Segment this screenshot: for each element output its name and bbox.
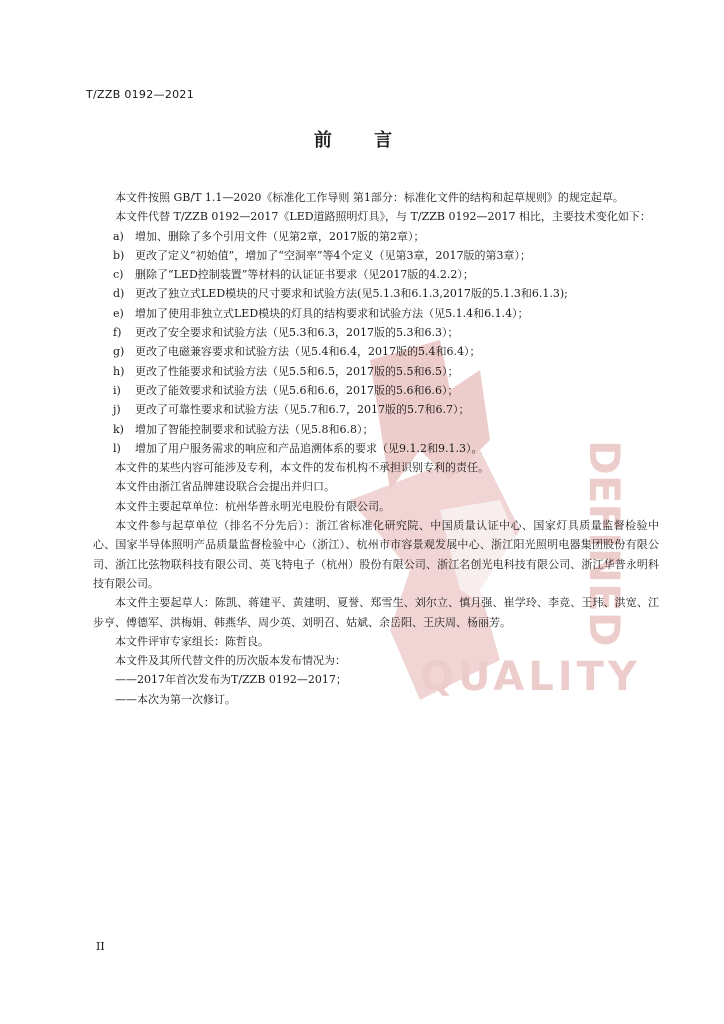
page-number: II	[96, 940, 105, 953]
list-marker: b)	[113, 248, 125, 262]
history-item: ——本次为第一次修订。	[115, 692, 236, 706]
watermark-text-quality: QUALITY	[420, 654, 641, 700]
list-marker: h)	[113, 364, 125, 378]
watermark-text-defined: DEFINED	[580, 440, 629, 647]
list-item	[93, 342, 659, 361]
para-history-intro: 本文件及其所代替文件的历次版本发布情况为：	[115, 654, 346, 668]
list-item	[93, 227, 659, 246]
list-marker: e)	[113, 306, 124, 320]
para-main-drafter-org: 本文件主要起草单位：杭州华普永明光电股份有限公司。	[115, 499, 390, 513]
list-item-text: 增加了智能控制要求和试验方法（见5.8和6.8）；	[135, 422, 374, 436]
para-proposer: 本文件由浙江省品牌建设联合会提出并归口。	[115, 480, 335, 494]
list-item-text: 更改了安全要求和试验方法（见5.3和6.3，2017版的5.3和6.3）；	[135, 326, 459, 340]
para-drafting-rules: 本文件按照 GB/T 1.1—2020《标准化工作导则 第1部分：标准化文件的结构和起草规则》的规定起草。	[115, 191, 624, 204]
page-title: 前 言	[313, 130, 411, 151]
list-item-text: 删除了“LED控制装置”等材料的认证证书要求（见2017版的4.2.2）；	[135, 268, 474, 282]
list-item-text: 更改了电磁兼容要求和试验方法（见5.4和6.4，2017版的5.4和6.4）；	[135, 345, 481, 359]
para-replaces: 本文件代替 T/ZZB 0192—2017《LED道路照明灯具》，与 T/ZZB 0192—2017 相比，主要技术变化如下：	[115, 210, 651, 224]
list-item	[93, 400, 659, 419]
para-drafters: 本文件主要起草人：陈凯、蒋建平、黄建明、夏誉、郑雪生、刘尔立、慎月强、崔学玲、李竞、王玮、洪宽、江步亨、傅德军、洪梅娟、韩燕华、周少英、刘明召、姑斌、余岳阳、王庆周、杨丽芳。	[93, 596, 659, 629]
list-item-text: 增加了用户服务需求的响应和产品追溯体系的要求（见9.1.2和9.1.3）。	[135, 441, 483, 455]
list-item-text: 增加、删除了多个引用文件（见第2章，2017版的第2章）；	[135, 229, 425, 243]
list-item-text: 更改了能效要求和试验方法（见5.6和6.6，2017版的5.6和6.6）；	[135, 383, 459, 397]
para-patent: 本文件的某些内容可能涉及专利，本文件的发布机构不承担识别专利的责任。	[115, 461, 489, 475]
list-item	[93, 439, 659, 458]
list-item-text: 更改了可靠性要求和试验方法（见5.7和6.7，2017版的5.7和6.7）；	[135, 403, 470, 417]
standard-code: T/ZZB 0192—2021	[86, 88, 195, 101]
list-marker: j)	[113, 403, 121, 417]
list-marker: g)	[113, 345, 125, 359]
list-marker: d)	[113, 287, 125, 301]
list-marker: c)	[113, 268, 124, 282]
foreword-body	[93, 188, 659, 709]
list-item-text: 增加了使用非独立式LED模块的灯具的结构要求和试验方法（见5.1.4和6.1.4）；	[135, 306, 529, 320]
list-marker: l)	[113, 441, 121, 455]
list-item	[93, 304, 659, 323]
list-marker: a)	[113, 229, 124, 243]
list-item	[93, 420, 659, 439]
list-item	[93, 381, 659, 400]
list-marker: f)	[113, 326, 122, 340]
list-item-text: 更改了定义“初始值”，增加了“空洞率”等4个定义（见第3章，2017版的第3章）；	[135, 248, 531, 262]
para-participating-orgs: 本文件参与起草单位（排名不分先后）：浙江省标准化研究院、中国质量认证中心、国家灯具质量监督检验中心、国家半导体照明产品质量监督检验中心（浙江）、杭州市市容景观发展中心、浙江阳光照明电器集团股份有限公司、浙江比弦物联科技有限公司、英飞特电子（杭州）股份有限公司、浙江名创光电科技有限公司、浙江华普永明科技有限公司。	[93, 519, 659, 590]
list-marker: i)	[113, 383, 121, 397]
list-item	[93, 323, 659, 342]
history-item: ——2017年首次发布为T/ZZB 0192—2017；	[115, 673, 347, 687]
para-review-leader: 本文件评审专家组长：陈哲良。	[115, 634, 269, 648]
list-item-text: 更改了性能要求和试验方法（见5.5和6.5，2017版的5.5和6.5）；	[135, 364, 459, 378]
technical-changes-list	[93, 227, 659, 459]
list-item	[93, 362, 659, 381]
list-item	[93, 265, 659, 284]
list-marker: k)	[113, 422, 124, 436]
list-item-text: 更改了独立式LED模块的尺寸要求和试验方法(见5.1.3和6.1.3,2017版的5.1.3和6.1.3);	[135, 287, 568, 301]
list-item	[93, 246, 659, 265]
list-item	[93, 284, 659, 303]
